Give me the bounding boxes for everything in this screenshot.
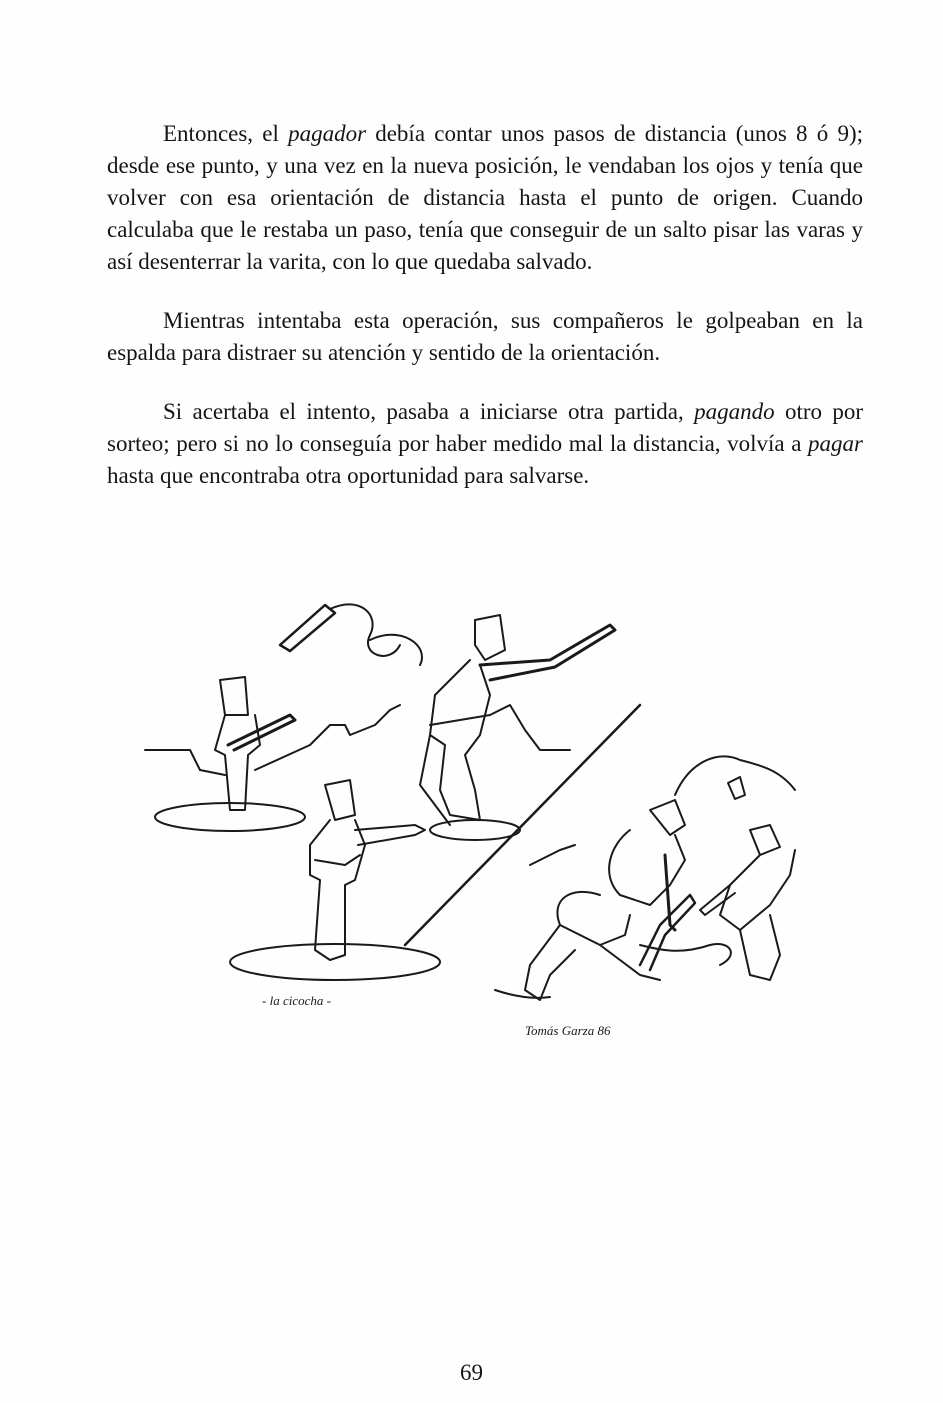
text-segment: otro por sorteo; pero si no lo conseguía por haber medido mal la distancia, volvía a <box>107 399 863 456</box>
right-group-drawing <box>495 777 795 1000</box>
italic-term: pagador <box>288 121 367 146</box>
text-segment: Mientras intentaba esta operación, sus compañeros le golpeaban en la espalda para distraer su atención y sentido de la orientación. <box>107 308 863 365</box>
illustration-caption: - la cicocha - <box>262 993 331 1008</box>
page-number: 69 <box>460 1360 483 1385</box>
paragraph-2 <box>107 305 863 369</box>
paragraph-3 <box>107 396 863 492</box>
jumping-figure-drawing <box>420 615 615 840</box>
italic-term: pagando <box>694 399 775 424</box>
text-segment: Si acertaba el intento, pasaba a iniciarse otra partida, <box>163 399 695 424</box>
left-figure-drawing <box>155 677 305 831</box>
text-segment: hasta que encontraba otra oportunidad para salvarse. <box>107 463 590 488</box>
artist-signature: Tomás Garza 86 <box>525 1023 611 1038</box>
pointing-figure-drawing <box>230 780 440 980</box>
flying-stick-drawing <box>280 604 422 665</box>
body-text <box>107 118 863 519</box>
ink-illustration <box>130 585 820 1070</box>
background-hills-drawing <box>145 705 795 865</box>
italic-term: pagar <box>808 431 863 456</box>
text-segment: Entonces, el <box>163 121 289 146</box>
text-segment: debía contar unos pasos de distancia (unos 8 ó 9); desde ese punto, y una vez en la nueva posición, le vendaban los ojos y tenía que volver con esa orientación de distancia hasta el punto de origen. Cuando calculaba que le restaba un paso, tenía que conseguir de un salto pisar las varas y así desenterrar la varita, con lo que quedaba salvado. <box>107 121 863 274</box>
paragraph-1 <box>107 118 863 278</box>
